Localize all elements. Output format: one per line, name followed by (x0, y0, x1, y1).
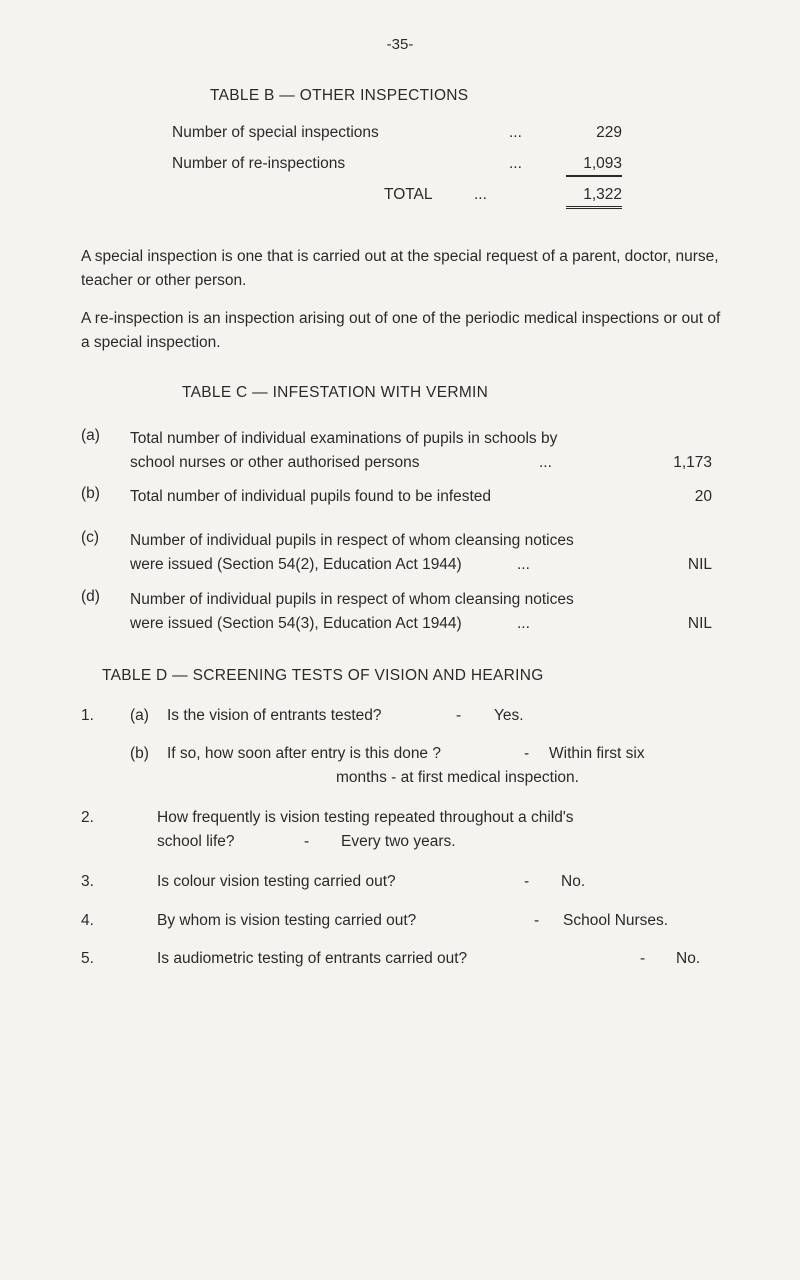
item-value: 20 (694, 488, 712, 505)
item-label: (d) (81, 588, 100, 605)
item-number: 5. (81, 950, 94, 967)
item-number: 3. (81, 873, 94, 890)
question-text: If so, how soon after entry is this done ? (167, 745, 441, 762)
question-dash: - (304, 833, 310, 850)
item-label: (a) (81, 427, 100, 444)
item-number: 1. (81, 707, 94, 724)
question-text: Is colour vision testing carried out? (157, 873, 396, 890)
table-b-row-label: Number of re-inspections (172, 155, 346, 172)
table-c-item-d (130, 588, 712, 636)
item-sub-label: (b) (130, 745, 149, 762)
table-c-item-a (130, 427, 712, 475)
question-text: Is audiometric testing of entrants carried out? (157, 950, 468, 967)
item-text: Total number of individual pupils found to be infested (130, 488, 492, 505)
item-sub-label: (a) (130, 707, 149, 724)
table-d-heading: TABLE D — SCREENING TESTS OF VISION AND HEARING (102, 667, 544, 684)
table-b-row-dots: ... (509, 124, 522, 141)
item-label: (c) (81, 529, 100, 546)
answer-text: No. (561, 873, 586, 890)
table-b-row-dots: ... (509, 155, 522, 172)
question-dash: - (524, 745, 530, 762)
item-value: NIL (687, 615, 712, 632)
table-b-total-dots: ... (474, 186, 487, 203)
question-text: How frequently is vision testing repeated throughout a child's (157, 809, 574, 826)
question-dash: - (524, 873, 530, 890)
table-b-row-value: 1,093 (566, 155, 622, 177)
table-b-row-value: 229 (596, 124, 622, 141)
item-number: 4. (81, 912, 94, 929)
item-dots: ... (517, 556, 530, 573)
answer-text: No. (676, 950, 701, 967)
question-dash: - (534, 912, 540, 929)
table-b-row-label: Number of special inspections (172, 124, 379, 141)
answer-text: Yes. (494, 707, 524, 724)
table-c-item-c (130, 529, 712, 577)
item-text: Number of individual pupils in respect of whom cleansing notices (130, 532, 574, 549)
answer-text: Every two years. (341, 833, 456, 850)
question-text: Is the vision of entrants tested? (167, 707, 382, 724)
table-b-total-label: TOTAL (384, 186, 433, 203)
item-value: 1,173 (673, 454, 712, 471)
table-c-heading: TABLE C — INFESTATION WITH VERMIN (182, 384, 489, 401)
item-text: Total number of individual examinations of pupils in schools by (130, 430, 558, 447)
question-dash: - (456, 707, 462, 724)
item-text: were issued (Section 54(3), Education Act 1944) (130, 615, 462, 632)
item-number: 2. (81, 809, 94, 826)
question-text: school life? (157, 833, 235, 850)
item-text: Number of individual pupils in respect of whom cleansing notices (130, 591, 574, 608)
question-text: By whom is vision testing carried out? (157, 912, 417, 929)
page-number: -35- (386, 36, 414, 53)
item-label: (b) (81, 485, 100, 502)
answer-text: Within first six (549, 745, 645, 762)
item-text: school nurses or other authorised persons (130, 454, 420, 471)
re-inspection-definition: A re-inspection is an inspection arising out of one of the periodic medical inspections or out of a special inspection. (81, 310, 721, 351)
table-b-total-value: 1,322 (566, 186, 622, 209)
table-b-heading: TABLE B — OTHER INSPECTIONS (210, 87, 469, 104)
item-dots: ... (539, 454, 552, 471)
table-c-item-b (130, 485, 712, 509)
answer-text: months - at first medical inspection. (336, 769, 579, 786)
item-dots: ... (517, 615, 530, 632)
item-value: NIL (687, 556, 712, 573)
item-text: were issued (Section 54(2), Education Act 1944) (130, 556, 462, 573)
answer-text: School Nurses. (563, 912, 669, 929)
special-inspection-definition: A special inspection is one that is carried out at the special request of a parent, doctor, nurse, teacher or other person. (81, 248, 719, 289)
question-dash: - (640, 950, 646, 967)
